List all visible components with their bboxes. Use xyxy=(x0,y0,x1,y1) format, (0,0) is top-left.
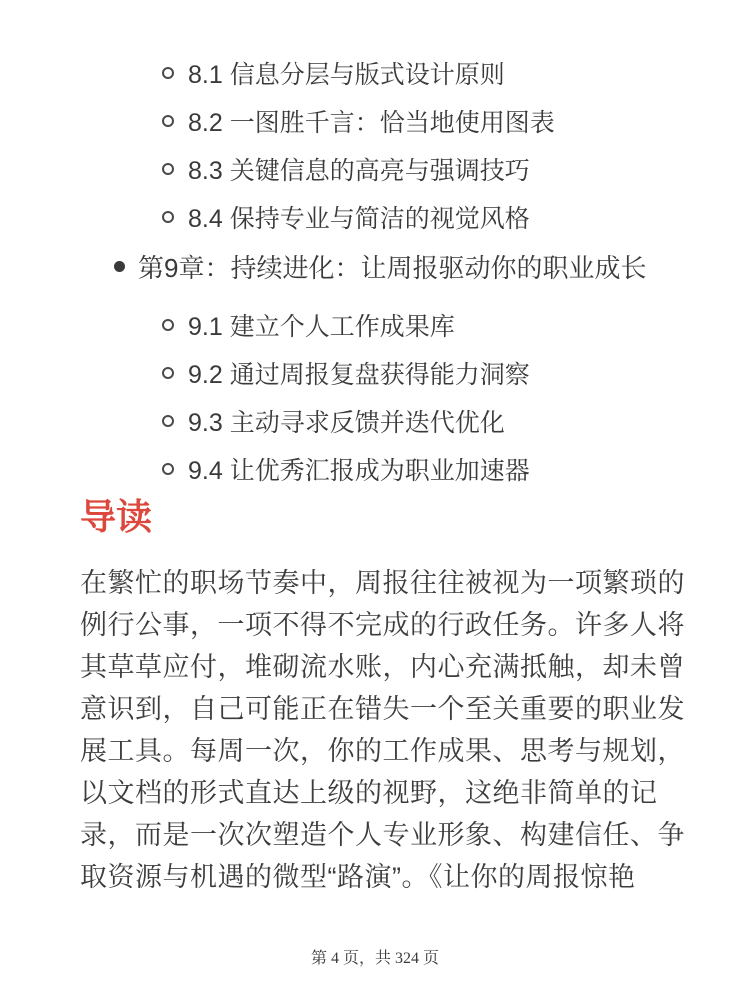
toc-item xyxy=(0,397,750,445)
circle-bullet-icon xyxy=(162,319,174,331)
toc-item xyxy=(0,349,750,397)
circle-bullet-icon xyxy=(162,115,174,127)
toc-item-label: 9.2 通过周报复盘获得能力洞察 xyxy=(188,361,530,389)
intro-paragraph xyxy=(0,562,750,898)
section-heading-intro: 导读 xyxy=(80,496,153,537)
paragraph-line: 意识到，自己可能正在错失一个至关重要的职业发 xyxy=(80,694,685,724)
page-number-indicator: 第 4 页，共 324 页 xyxy=(310,950,439,967)
circle-bullet-icon xyxy=(162,163,174,175)
toc-item xyxy=(0,193,750,241)
circle-bullet-icon xyxy=(162,211,174,223)
paragraph-line: 以文档的形式直达上级的视野，这绝非简单的记 xyxy=(80,778,658,808)
circle-bullet-icon xyxy=(162,463,174,475)
toc-chapter9-sublist xyxy=(0,301,750,493)
paragraph-line: 其草草应付，堆砌流水账，内心充满抵触，却未曾 xyxy=(80,652,685,682)
toc-item xyxy=(0,445,750,493)
toc-item-label: 8.2 一图胜千言：恰当地使用图表 xyxy=(188,109,555,137)
circle-bullet-icon xyxy=(162,367,174,379)
toc-item-label: 8.3 关键信息的高亮与强调技巧 xyxy=(188,157,530,185)
toc-item xyxy=(0,97,750,145)
paragraph-line: 取资源与机遇的微型“路演”。《让你的周报惊艳 xyxy=(80,862,636,892)
toc-item-label: 8.1 信息分层与版式设计原则 xyxy=(188,61,505,89)
toc-item xyxy=(0,145,750,193)
toc-chapter8-sublist xyxy=(0,49,750,241)
table-of-contents xyxy=(0,0,750,493)
paragraph-line: 录，而是一次次塑造个人专业形象、构建信任、争 xyxy=(80,820,685,850)
paragraph-line: 例行公事，一项不得不完成的行政任务。许多人将 xyxy=(80,610,685,640)
toc-chapter-label: 第9章：持续进化：让周报驱动你的职业成长 xyxy=(138,252,647,283)
paragraph-line: 在繁忙的职场节奏中，周报往往被视为一项繁琐的 xyxy=(80,568,685,598)
disc-bullet-icon xyxy=(114,261,125,272)
paragraph-line: 展工具。每周一次，你的工作成果、思考与规划， xyxy=(80,736,685,766)
toc-item-label: 9.4 让优秀汇报成为职业加速器 xyxy=(188,457,530,485)
toc-item xyxy=(0,49,750,97)
circle-bullet-icon xyxy=(162,67,174,79)
toc-item-label: 9.3 主动寻求反馈并迭代优化 xyxy=(188,409,505,437)
page-footer xyxy=(0,945,750,968)
circle-bullet-icon xyxy=(162,415,174,427)
toc-item xyxy=(0,301,750,349)
toc-item-label: 9.1 建立个人工作成果库 xyxy=(188,313,455,341)
toc-item-label: 8.4 保持专业与简洁的视觉风格 xyxy=(188,205,530,233)
toc-chapter-item xyxy=(0,241,750,291)
